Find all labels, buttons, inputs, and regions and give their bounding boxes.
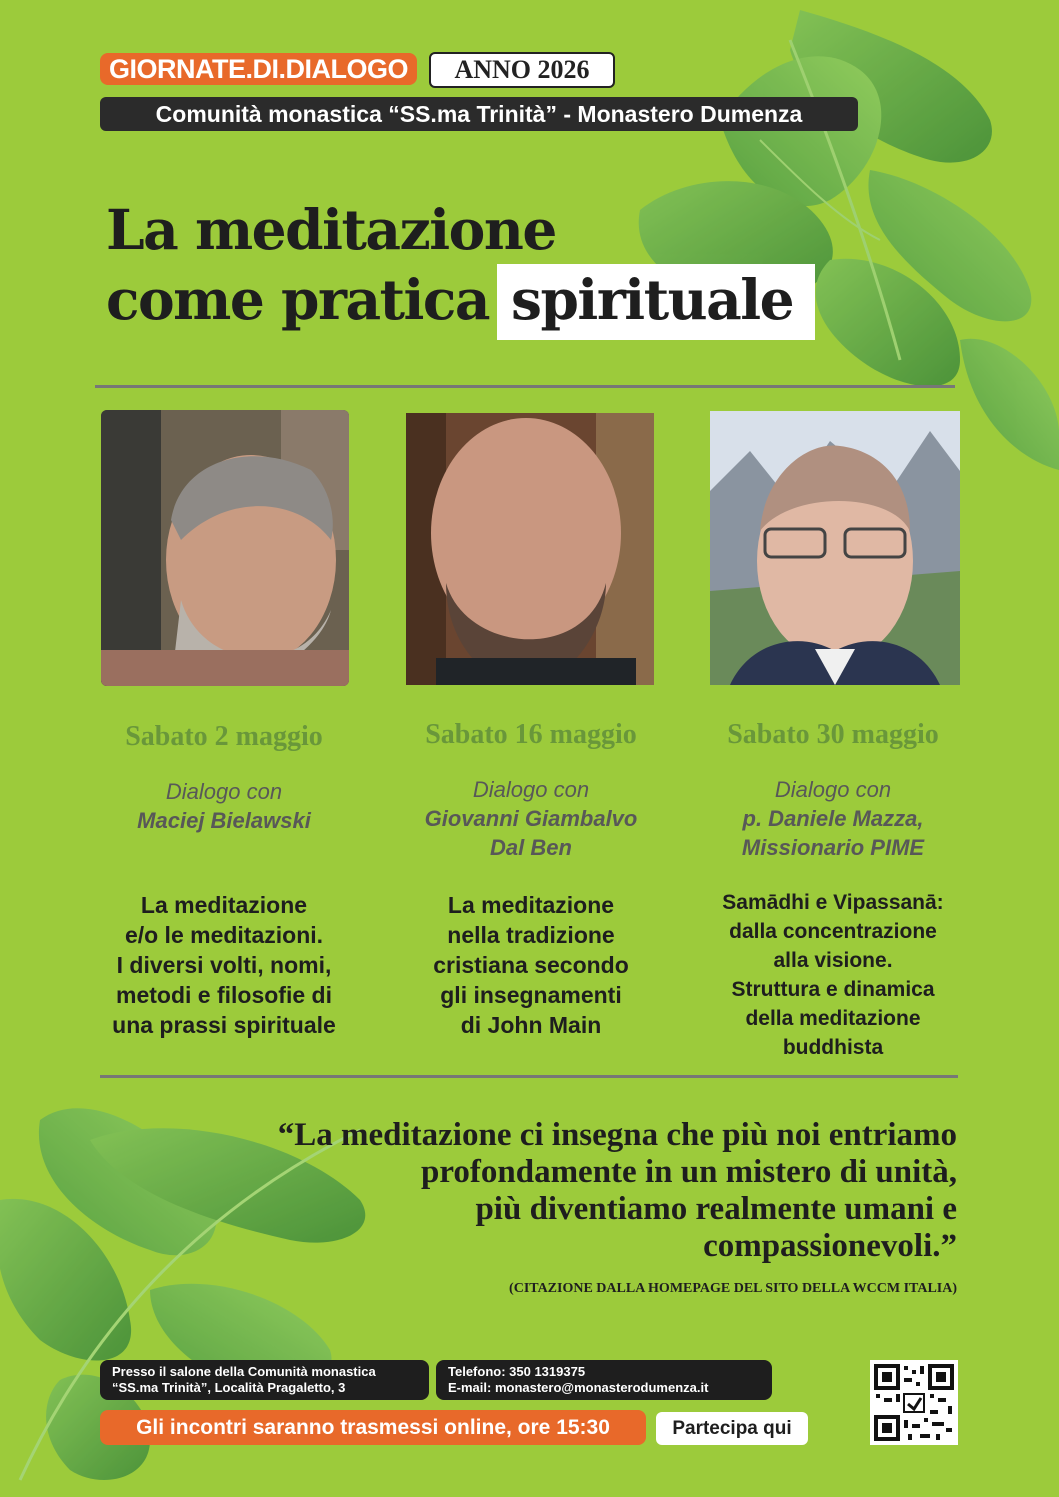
event-3-topic-line: Struttura e dinamica [731,978,935,1001]
event-3-topic-line: buddhista [782,1036,884,1059]
event-2-date: Sabato 16 maggio [425,719,637,750]
event-3-speaker: p. Daniele Mazza, [742,806,924,831]
event-2-dialogue-prefix: Dialogo con [472,777,590,802]
title-line-2-text: come pratica [106,267,490,332]
event-3-date: Sabato 30 maggio [727,719,939,750]
event-2-topic [376,890,686,1040]
event-1-topic-line: e/o le meditazioni. [124,922,324,948]
event-1-topic-line: metodi e filosofie di [116,982,332,1008]
speaker-photo-1 [101,410,349,686]
divider-top [95,385,955,388]
event-3-topic-line: dalla concentrazione [729,920,937,943]
quote-line: profondamente in un mistero di unità, [420,1154,957,1190]
quote-line: “La meditazione ci insegna che più noi entriamo [277,1117,957,1153]
event-1-date: Sabato 2 maggio [125,721,323,752]
event-1-topic [69,890,379,1040]
event-2-topic-line: gli insegnamenti [440,982,622,1008]
series-badge: GIORNATE.DI.DIALOGO [100,53,417,85]
event-1-topic-line: La meditazione [140,892,308,918]
host-banner: Comunità monastica “SS.ma Trinità” - Monastero Dumenza [100,97,858,131]
event-3-topic-line: della meditazione [745,1007,921,1030]
title-line-1: La meditazione [106,197,556,262]
email[interactable]: E-mail: monastero@monasterodumenza.it [448,1380,709,1395]
event-1-dialogue [74,777,374,835]
phone[interactable]: Telefono: 350 1319375 [448,1364,586,1379]
event-2-dialogue [381,775,681,862]
event-3-topic-line: Samādhi e Vipassanā: [722,891,944,914]
event-1-topic-line: una prassi spirituale [112,1012,336,1038]
event-2-speaker-line-2: Dal Ben [490,835,572,860]
venue-line-2: “SS.ma Trinità”, Località Pragaletto, 3 [112,1380,346,1395]
contact-box [436,1360,772,1400]
event-1-dialogue-prefix: Dialogo con [165,779,283,804]
event-1-speaker: Maciej Bielawski [137,808,311,833]
event-2-topic-line: nella tradizione [447,922,615,948]
event-1-topic-line: I diversi volti, nomi, [116,952,332,978]
event-2-topic-line: cristiana secondo [433,952,629,978]
title-line-2 [106,264,815,340]
participate-button[interactable]: Partecipa qui [656,1412,808,1445]
venue-box [100,1360,429,1400]
online-banner: Gli incontri saranno trasmessi online, ore 15:30 [100,1410,646,1445]
quote-source: (CITAZIONE DALLA HOMEPAGE DEL SITO DELLA WCCM ITALIA) [509,1281,957,1296]
quote-line: più diventiamo realmente umani e [475,1191,957,1227]
year-badge: ANNO 2026 [429,52,615,88]
speaker-photo-2 [406,413,654,689]
quote [197,1117,957,1265]
divider-bottom [100,1075,958,1078]
event-3-dialogue [683,775,983,862]
event-3-dialogue-prefix: Dialogo con [774,777,892,802]
event-3-topic-line: alla visione. [773,949,893,972]
event-2-topic-line: La meditazione [447,892,615,918]
quote-line: compassionevoli.” [703,1228,957,1264]
event-2-speaker: Giovanni Giambalvo [424,806,638,831]
qr-code[interactable] [870,1360,958,1445]
event-3-speaker-line-2: Missionario PIME [741,835,925,860]
venue-line-1: Presso il salone della Comunità monastica [112,1364,376,1379]
speaker-photo-3 [710,411,960,685]
event-3-topic [678,888,988,1062]
title-highlight: spirituale [497,264,815,340]
event-2-topic-line: di John Main [460,1012,602,1038]
page-title [106,196,815,340]
